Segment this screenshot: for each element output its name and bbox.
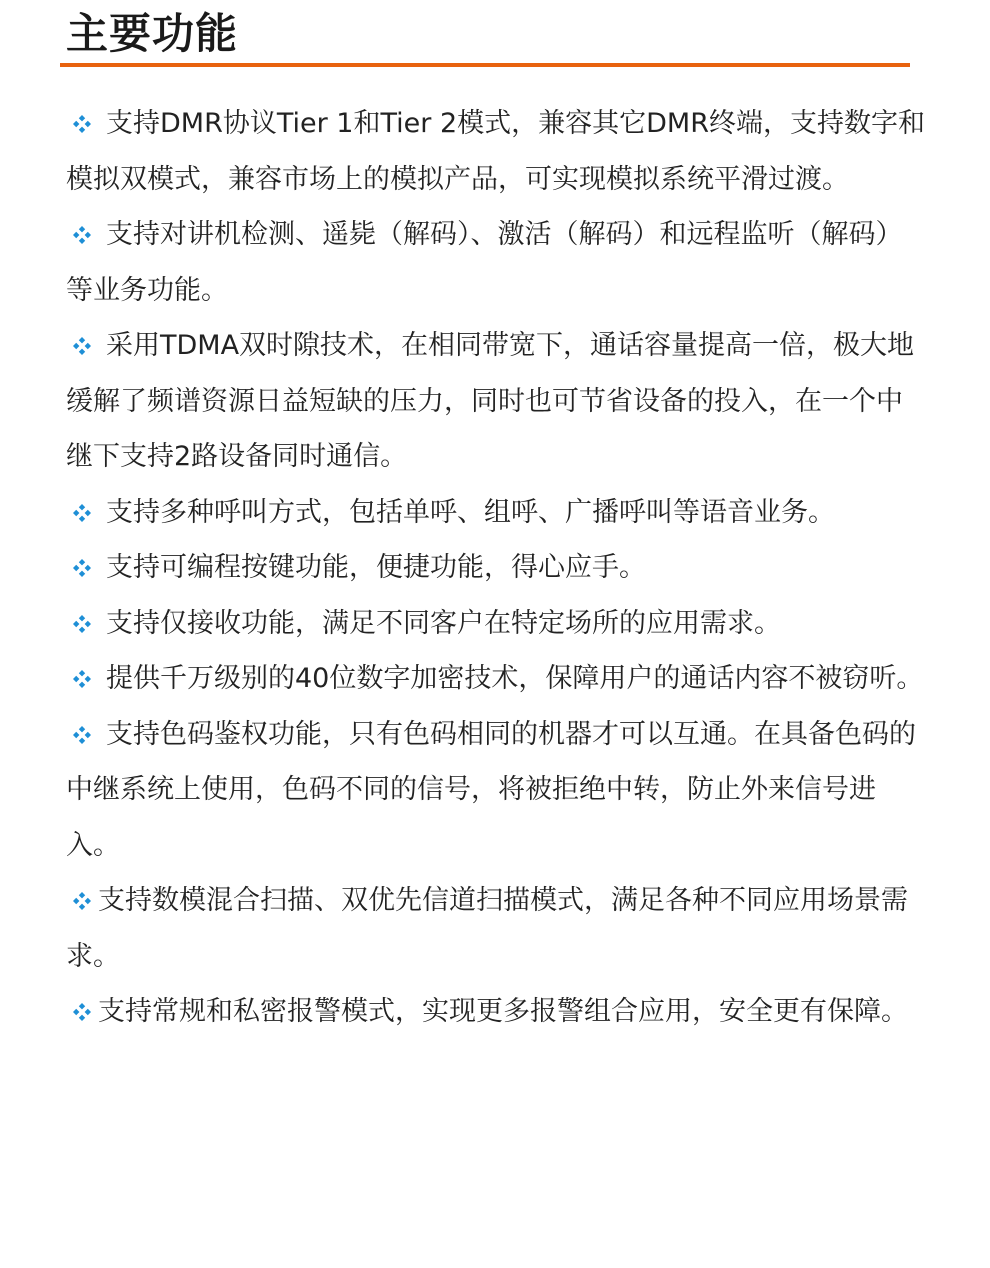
feature-item-3 bbox=[66, 318, 926, 485]
feature-item-1 bbox=[66, 96, 926, 207]
feature-item-10 bbox=[66, 984, 926, 1040]
title-underline bbox=[60, 63, 910, 67]
feature-item-5 bbox=[66, 540, 926, 596]
feature-text: 支持常规和私密报警模式，实现更多报警组合应用，安全更有保障。 bbox=[98, 996, 908, 1027]
feature-item-6 bbox=[66, 596, 926, 652]
page-title: 主要功能 bbox=[66, 9, 239, 58]
feature-text: 支持多种呼叫方式，包括单呼、组呼、广播呼叫等语音业务。 bbox=[106, 496, 835, 528]
diamond-bullet-icon bbox=[72, 725, 92, 745]
feature-text: 提供千万级别的40位数字加密技术，保障用户的通话内容不被窃听。 bbox=[106, 663, 924, 694]
feature-item-4 bbox=[66, 485, 926, 541]
feature-text: 支持数模混合扫描、双优先信道扫描模式，满足各种不同应用场景需求。 bbox=[66, 885, 908, 972]
diamond-bullet-icon bbox=[72, 558, 92, 578]
diamond-bullet-icon bbox=[72, 225, 92, 245]
feature-item-9 bbox=[66, 873, 926, 984]
feature-text: 支持对讲机检测、遥毙（解码）、激活（解码）和远程监听（解码）等业务功能。 bbox=[66, 219, 903, 306]
diamond-bullet-icon bbox=[72, 669, 92, 689]
feature-text: 支持可编程按键功能，便捷功能，得心应手。 bbox=[106, 552, 646, 583]
diamond-bullet-icon bbox=[72, 503, 92, 523]
feature-item-7 bbox=[66, 651, 926, 707]
feature-text: 支持色码鉴权功能，只有色码相同的机器才可以互通。在具备色码的中继系统上使用，色码不同的信号，将被拒绝中转，防止外来信号进入。 bbox=[66, 718, 916, 861]
diamond-bullet-icon bbox=[72, 114, 92, 134]
diamond-bullet-icon bbox=[72, 336, 92, 356]
feature-item-8 bbox=[66, 707, 926, 874]
feature-text: 支持DMR协议Tier 1和Tier 2模式，兼容其它DMR终端，支持数字和模拟双模式，兼容市场上的模拟产品，可实现模拟系统平滑过渡。 bbox=[66, 108, 925, 195]
feature-item-2 bbox=[66, 207, 926, 318]
feature-text: 采用TDMA双时隙技术，在相同带宽下，通话容量提高一倍，极大地缓解了频谱资源日益短缺的压力，同时也可节省设备的投入，在一个中继下支持2路设备同时通信。 bbox=[66, 330, 915, 472]
diamond-bullet-icon bbox=[72, 891, 92, 911]
feature-text: 支持仅接收功能，满足不同客户在特定场所的应用需求。 bbox=[106, 607, 781, 639]
diamond-bullet-icon bbox=[72, 1002, 92, 1022]
diamond-bullet-icon bbox=[72, 614, 92, 634]
feature-list bbox=[66, 96, 926, 1040]
